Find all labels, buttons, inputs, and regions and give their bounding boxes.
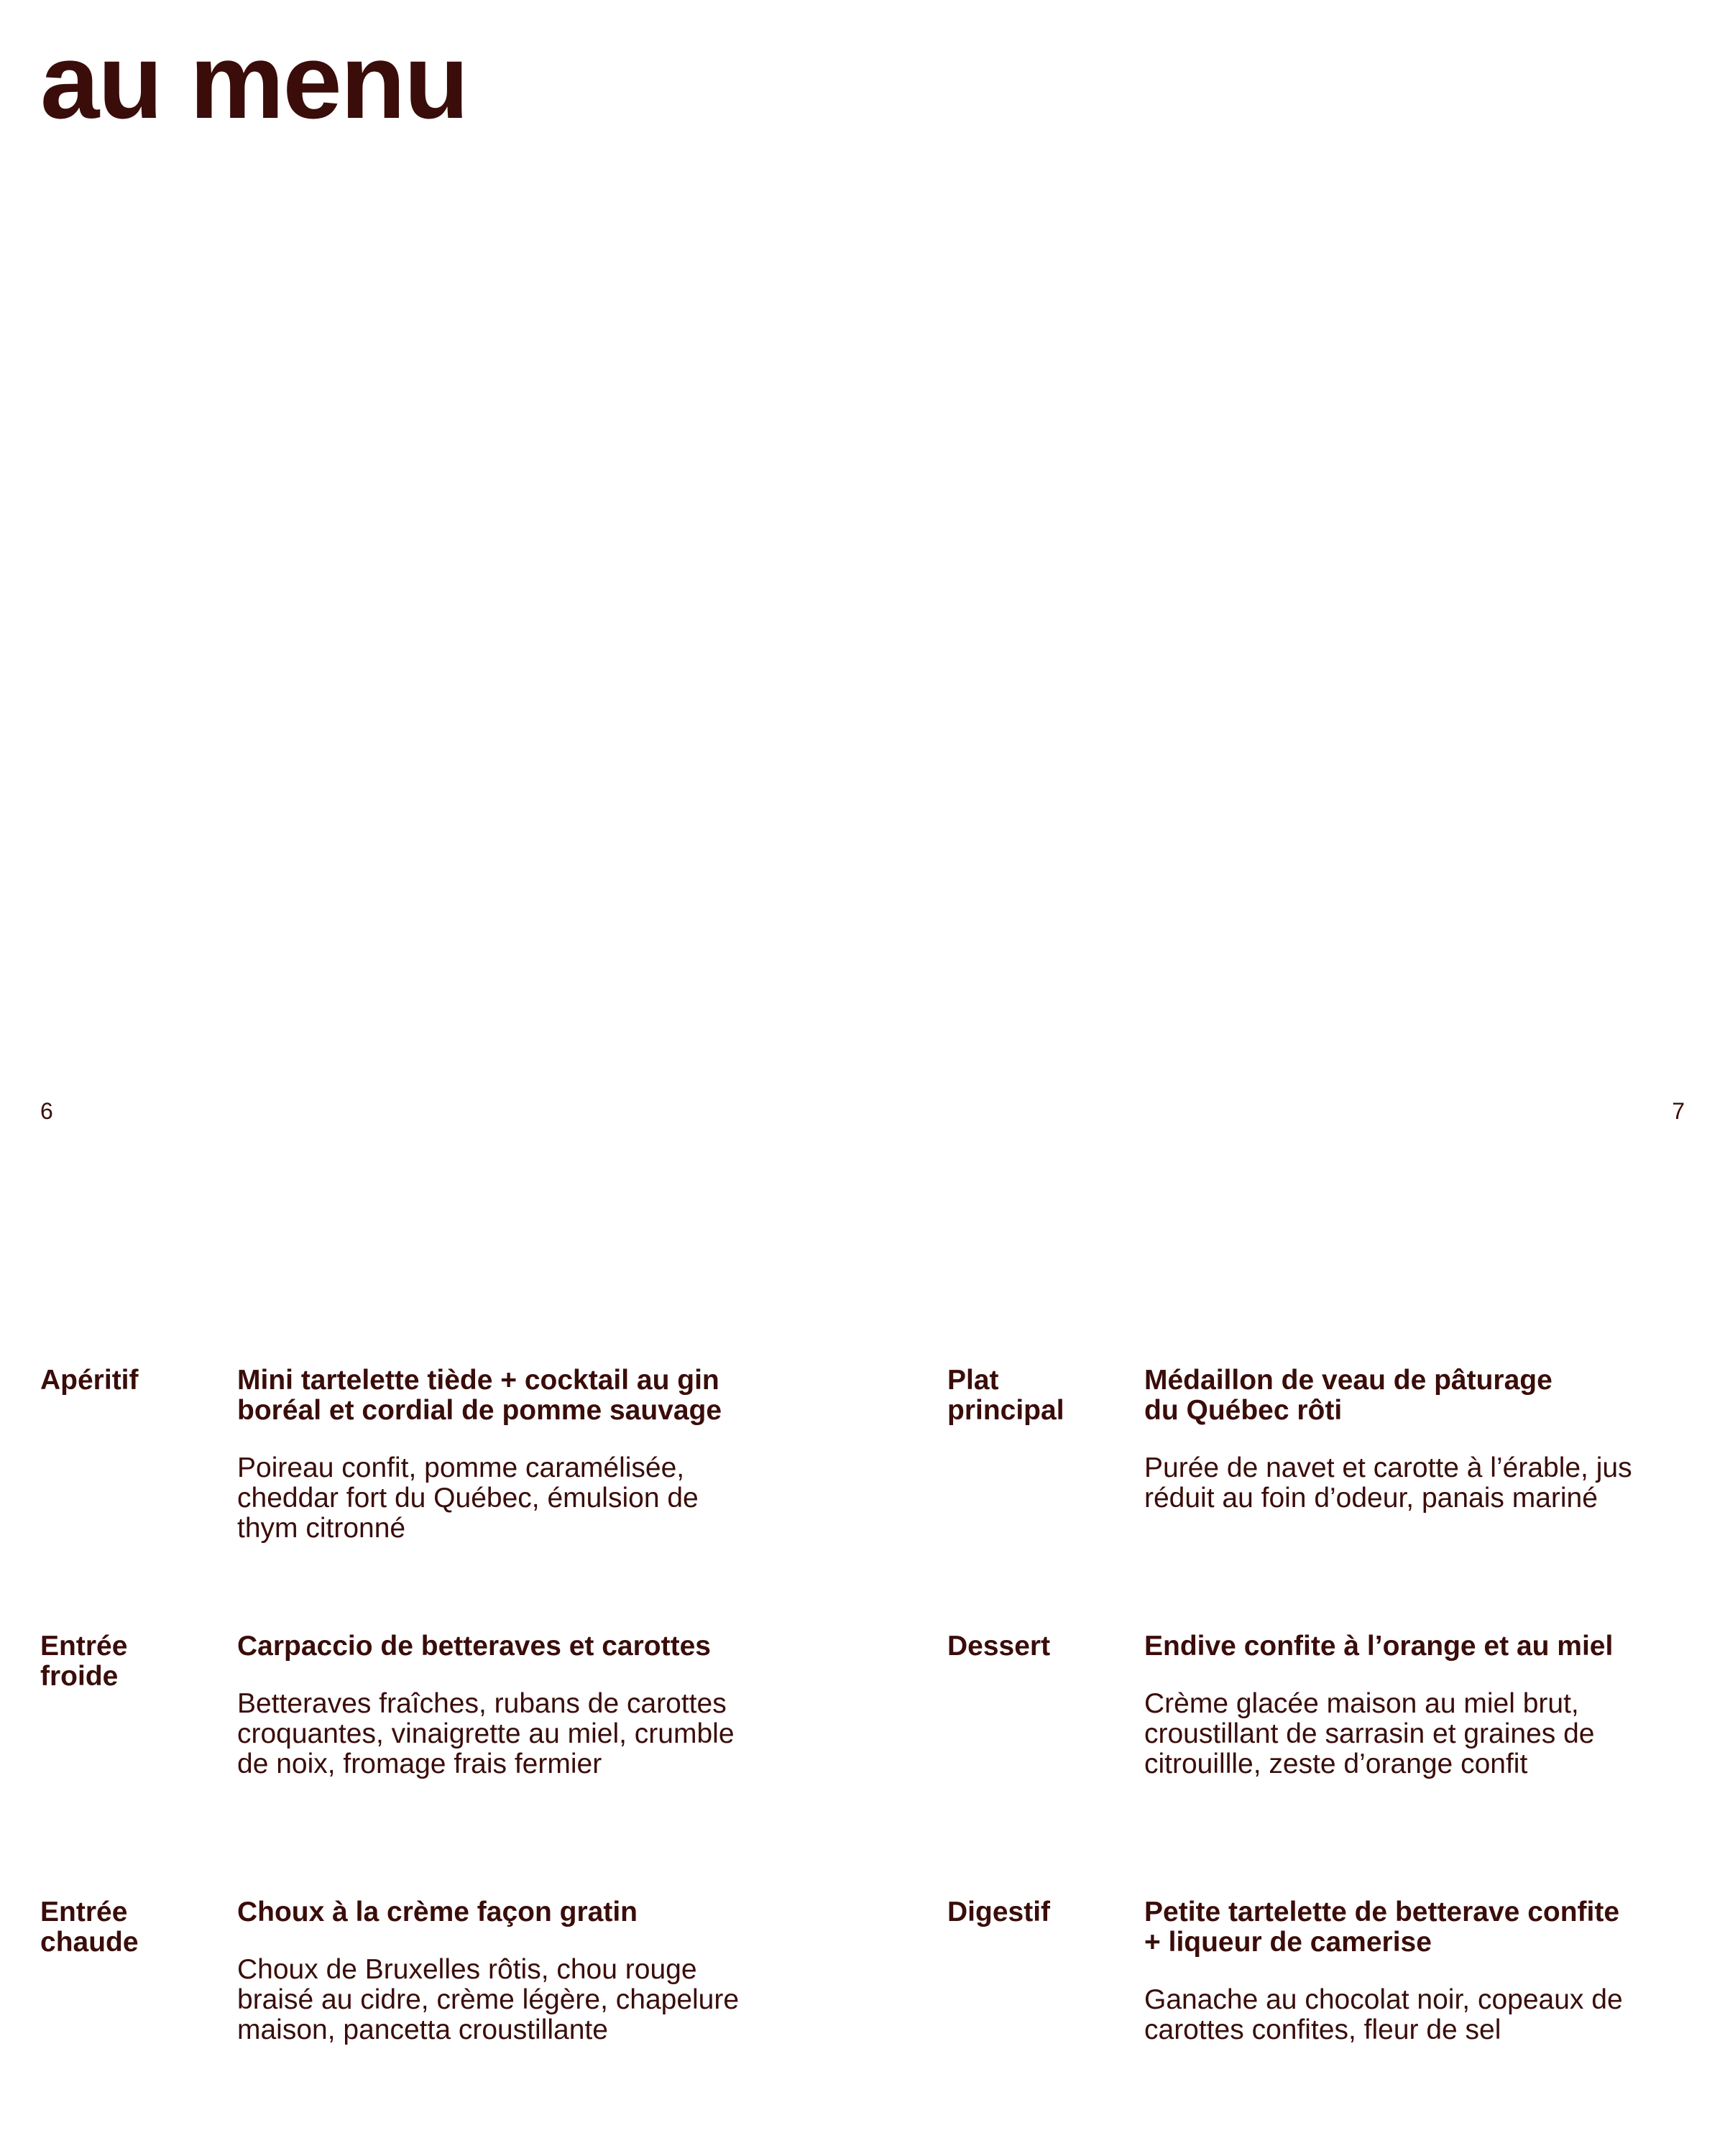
dish-description: Crème glacée maison au miel brut, croustillant de sarrasin et graines de citrouillle, zeste d’orange confit [1144,1688,1595,1780]
page-number-right: 7 [1672,1098,1685,1124]
course-body [237,1631,798,1779]
dish-description: Ganache au chocolat noir, copeaux de carottes confites, fleur de sel [1144,1984,1623,2046]
course-body [237,1365,798,1544]
course-label: Plat principal [947,1365,1064,1427]
page-title: au menu [40,22,468,141]
course-label: Apéritif [40,1365,139,1396]
page-number-left: 6 [40,1098,53,1124]
course-label: Entrée chaude [40,1897,139,1958]
dish-name: Choux à la crème façon gratin [237,1897,638,1927]
course-label: Dessert [947,1631,1051,1662]
course-body [1144,1897,1705,2045]
course-body [1144,1365,1705,1514]
dish-name: Carpaccio de betteraves et carottes [237,1631,711,1662]
course-body [1144,1631,1705,1779]
dish-name: Petite tartelette de betterave confite + liqueur de camerise [1144,1897,1620,1958]
dish-description: Choux de Bruxelles rôtis, chou rouge braisé au cidre, crème légère, chapelure maison, pancetta croustillante [237,1954,740,2046]
dish-description: Betteraves fraîches, rubans de carottes croquantes, vinaigrette au miel, crumble de noix, fromage frais fermier [237,1688,735,1780]
dish-name: Endive confite à l’orange et au miel [1144,1631,1614,1662]
course-body [237,1897,798,2045]
dish-description: Purée de navet et carotte à l’érable, jus réduit au foin d’odeur, panais mariné [1144,1452,1632,1514]
course-label: Digestif [947,1897,1051,1927]
dish-name: Mini tartelette tiède + cocktail au gin boréal et cordial de pomme sauvage [237,1365,722,1427]
dish-name: Médaillon de veau de pâturage du Québec rôti [1144,1365,1552,1427]
course-label: Entrée froide [40,1631,128,1692]
dish-description: Poireau confit, pomme caramélisée, cheddar fort du Québec, émulsion de thym citronné [237,1452,699,1544]
